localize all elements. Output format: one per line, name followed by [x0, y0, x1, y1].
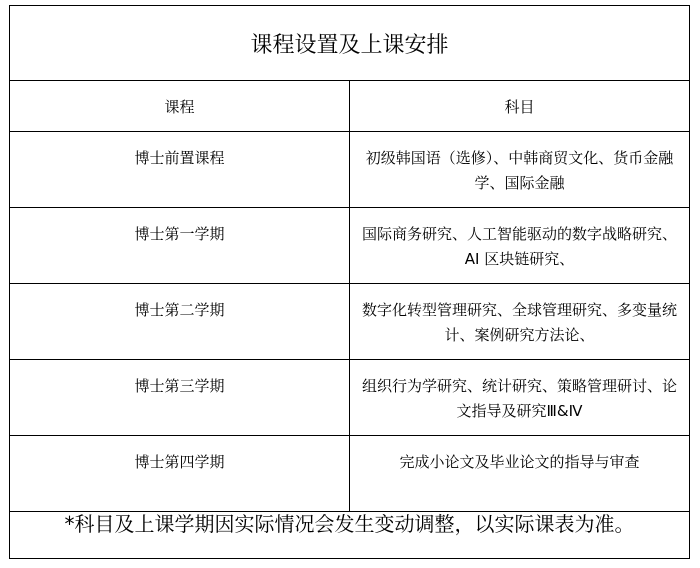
- course-cell: 博士前置课程: [10, 132, 350, 208]
- subjects-cell: 国际商务研究、人工智能驱动的数字战略研究、AI 区块链研究、: [350, 208, 690, 284]
- subjects-cell: 组织行为学研究、统计研究、策略管理研讨、论文指导及研究Ⅲ&Ⅳ: [350, 360, 690, 436]
- subjects-cell: 数字化转型管理研究、全球管理研究、多变量统计、案例研究方法论、: [350, 284, 690, 360]
- page-title: 课程设置及上课安排: [10, 6, 689, 81]
- course-cell: 博士第三学期: [10, 360, 350, 436]
- table-row: [10, 132, 689, 208]
- footnote: *科目及上课学期因实际情况会发生变动调整，以实际课表为准。: [64, 511, 635, 536]
- course-table: [10, 81, 689, 512]
- table-header-row: [10, 81, 689, 132]
- column-header-course: 课程: [10, 81, 350, 132]
- table-row: [10, 208, 689, 284]
- table-row: [10, 284, 689, 360]
- course-cell: 博士第二学期: [10, 284, 350, 360]
- subjects-cell: 初级韩国语（选修）、中韩商贸文化、货币金融学、国际金融: [350, 132, 690, 208]
- table-row: [10, 360, 689, 436]
- subjects-cell: 完成小论文及毕业论文的指导与审查: [350, 436, 690, 512]
- schedule-document: [9, 5, 690, 559]
- course-cell: 博士第四学期: [10, 436, 350, 512]
- course-cell: 博士第一学期: [10, 208, 350, 284]
- column-header-subjects: 科目: [350, 81, 690, 132]
